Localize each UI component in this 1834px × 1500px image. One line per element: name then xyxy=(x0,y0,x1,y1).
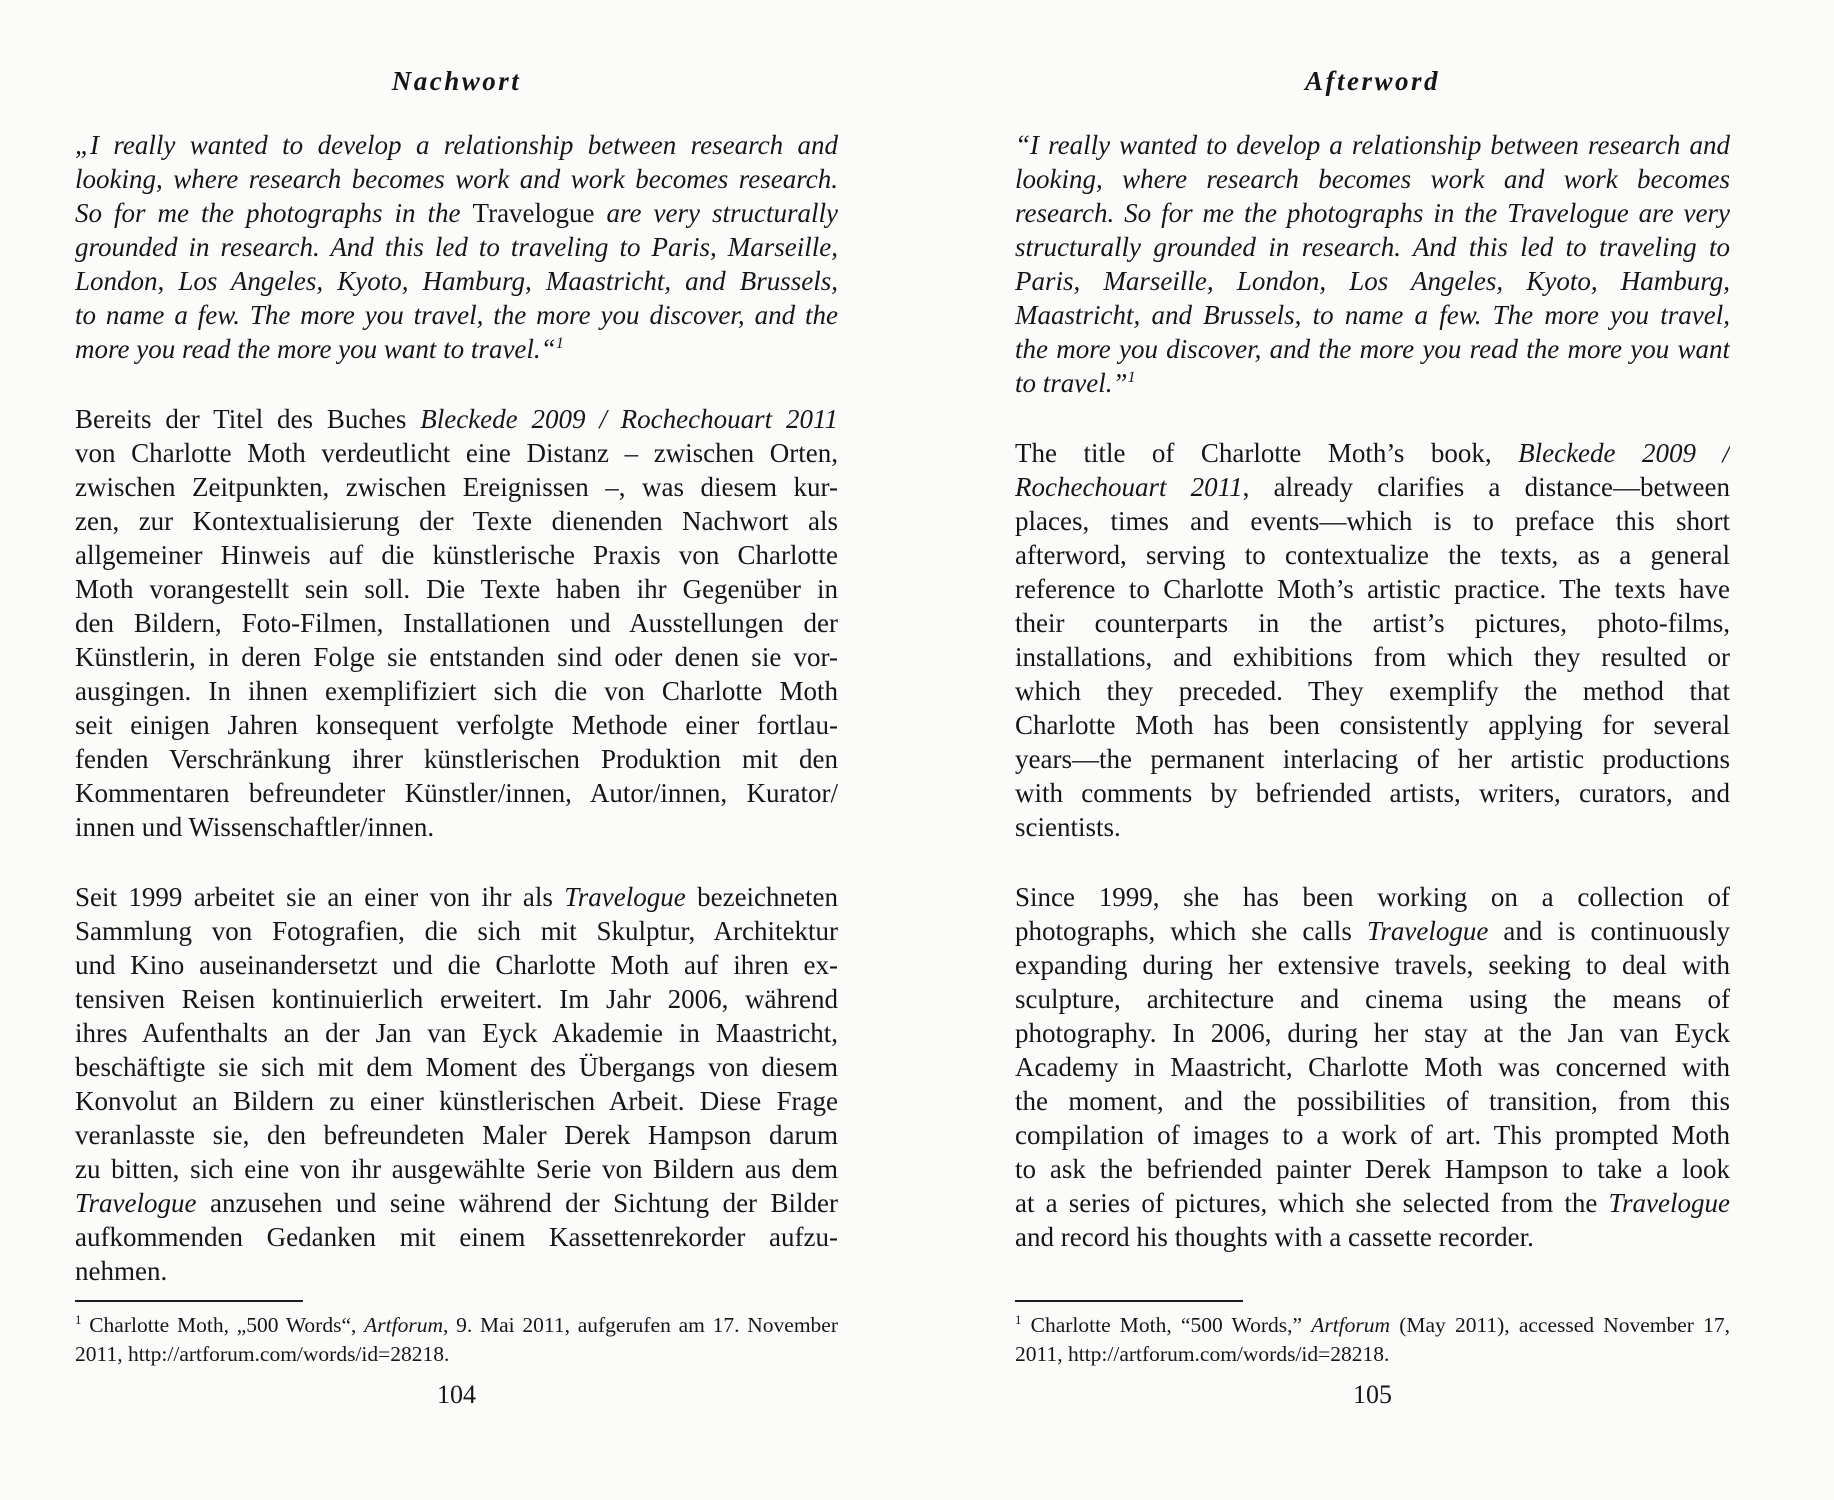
text-segment: to ask the befriended painter Derek Hampson to take a look xyxy=(1015,1154,1730,1184)
text-line xyxy=(1015,948,1730,982)
text-line xyxy=(75,1016,838,1050)
text-segment: which they preceded. They exemplify the method that xyxy=(1015,676,1730,706)
text-segment: Bleckede 2009 / xyxy=(1518,438,1730,468)
footnote-line xyxy=(1015,1311,1730,1340)
text-line xyxy=(75,982,838,1016)
text-line xyxy=(75,776,838,810)
text-segment: zwischen Zeitpunkten, zwischen Ereignissen –, was diesem kur- xyxy=(75,472,838,502)
text-segment: Konvolut an Bildern zu einer künstlerischen Arbeit. Diese Frage xyxy=(75,1086,838,1116)
text-segment: compilation of images to a work of art. This prompted Moth xyxy=(1015,1120,1730,1150)
text-line xyxy=(1015,674,1730,708)
text-segment: their counterparts in the artist’s pictures, photo-films, xyxy=(1015,608,1730,638)
footnote-ref: 1 xyxy=(1015,1312,1022,1327)
text-segment: und Kino auseinandersetzt und die Charlotte Moth auf ihren ex- xyxy=(75,950,838,980)
text-segment: , already clarifies a distance—between xyxy=(1242,472,1730,502)
text-segment: are very structurally xyxy=(594,198,838,228)
text-segment: grounded in research. And this led to traveling to Paris, Marseille, xyxy=(75,232,838,262)
text-segment: Rochechouart 2011 xyxy=(1015,472,1243,502)
text-segment: structurally grounded in research. And this led to traveling to xyxy=(1015,232,1730,262)
text-segment: sculpture, architecture and cinema using the means of xyxy=(1015,984,1730,1014)
footnote-line xyxy=(75,1340,838,1369)
footnote-ref: 1 xyxy=(555,334,564,352)
text-line xyxy=(1015,742,1730,776)
text-line xyxy=(1015,470,1730,504)
text-line xyxy=(1015,606,1730,640)
text-line xyxy=(1015,776,1730,810)
text-line xyxy=(75,436,838,470)
text-segment: Künstlerin, in deren Folge sie entstanden sind oder denen sie vor- xyxy=(75,642,838,672)
text-segment: Moth vorangestellt sein soll. Die Texte haben ihr Gegenüber in xyxy=(75,574,838,604)
text-line xyxy=(75,880,838,914)
text-line xyxy=(1015,1084,1730,1118)
footnote-text xyxy=(1015,1311,1730,1369)
text-line xyxy=(1015,1152,1730,1186)
text-segment: 2011, http://artforum.com/words/id=28218. xyxy=(75,1342,450,1366)
text-line xyxy=(75,914,838,948)
text-line xyxy=(75,298,838,332)
text-segment: to name a few. The more you travel, the more you discover, and the xyxy=(75,300,838,330)
text-line xyxy=(1015,264,1730,298)
text-segment: zen, zur Kontextualisierung der Texte dienenden Nachwort als xyxy=(75,506,838,536)
text-segment: Kommentaren befreundeter Künstler/innen, Autor/innen, Kurator/ xyxy=(75,778,838,808)
left-page-title: Nachwort xyxy=(391,66,522,96)
text-line xyxy=(1015,436,1730,470)
text-segment: Bereits der Titel des Buches xyxy=(75,404,421,434)
footnote-ref: 1 xyxy=(75,1312,82,1327)
paragraph xyxy=(1015,128,1730,400)
footnote-ref: 1 xyxy=(1127,368,1136,386)
text-segment: Charlotte Moth, “500 Words,” xyxy=(1021,1313,1312,1337)
text-segment: Academy in Maastricht, Charlotte Moth was concerned with xyxy=(1015,1052,1730,1082)
page-body xyxy=(1015,128,1730,1254)
text-line xyxy=(75,606,838,640)
text-segment: Seit 1999 arbeitet sie an einer von ihr als xyxy=(75,882,565,912)
text-line xyxy=(1015,230,1730,264)
footnote xyxy=(75,1300,838,1410)
text-line xyxy=(1015,1220,1730,1254)
text-segment: at a series of pictures, which she selected from the xyxy=(1015,1188,1609,1218)
text-segment: more you read the more you want to travel.“ xyxy=(75,334,556,364)
text-segment: the more you discover, and the more you read the more you want xyxy=(1015,334,1730,364)
text-segment: with comments by befriended artists, writers, curators, and xyxy=(1015,778,1730,808)
text-line xyxy=(75,196,838,230)
text-line xyxy=(1015,880,1730,914)
text-segment: 9. Mai 2011, aufgerufen am 17. November xyxy=(448,1313,838,1337)
text-line xyxy=(75,1118,838,1152)
text-line xyxy=(1015,914,1730,948)
text-segment: bezeichneten xyxy=(685,882,838,912)
text-segment: tensiven Reisen kontinuierlich erweitert. Im Jahr 2006, während xyxy=(75,984,838,1014)
text-line xyxy=(75,1050,838,1084)
text-line xyxy=(1015,1050,1730,1084)
text-segment: looking, where research becomes work and work becomes research. xyxy=(75,164,838,194)
text-segment: anzusehen und seine während der Sichtung der Bilder xyxy=(196,1188,838,1218)
text-segment: 2011, http://artforum.com/words/id=28218. xyxy=(1015,1342,1390,1366)
text-segment: Artforum xyxy=(1311,1313,1391,1337)
text-segment: Sammlung von Fotografien, die sich mit Skulptur, Architektur xyxy=(75,916,838,946)
text-segment: allgemeiner Hinweis auf die künstlerische Praxis von Charlotte xyxy=(75,540,838,570)
text-line xyxy=(75,162,838,196)
footnote xyxy=(1015,1300,1730,1410)
text-line xyxy=(75,332,838,366)
text-segment: Travelogue xyxy=(1366,916,1489,946)
text-line xyxy=(75,504,838,538)
page-body xyxy=(75,128,838,1288)
text-segment: places, times and events—which is to preface this short xyxy=(1015,506,1730,536)
text-line xyxy=(1015,572,1730,606)
text-line xyxy=(75,1152,838,1186)
footnote-text xyxy=(75,1311,838,1369)
text-segment: Artforum, xyxy=(364,1313,449,1337)
text-segment: fenden Verschränkung ihrer künstlerischen Produktion mit den xyxy=(75,744,838,774)
text-segment: afterword, serving to contextualize the texts, as a general xyxy=(1015,540,1730,570)
text-line xyxy=(1015,504,1730,538)
text-line xyxy=(1015,708,1730,742)
text-line xyxy=(1015,640,1730,674)
text-segment: beschäftigte sie sich mit dem Moment des Übergangs von diesem xyxy=(75,1052,838,1082)
text-line xyxy=(75,538,838,572)
text-segment: nehmen. xyxy=(75,1256,168,1286)
text-segment: “I really wanted to develop a relationship between research and xyxy=(1015,130,1730,160)
paragraph xyxy=(75,880,838,1288)
text-line xyxy=(1015,810,1730,844)
text-segment: So for me the photographs in the xyxy=(75,198,473,228)
footnote-line xyxy=(1015,1340,1730,1369)
text-segment: Travelogue xyxy=(1608,1188,1730,1218)
text-segment: Maastricht, and Brussels, to name a few. The more you travel, xyxy=(1015,300,1730,330)
text-line xyxy=(75,674,838,708)
paragraph xyxy=(1015,436,1730,844)
text-segment: scientists. xyxy=(1015,812,1121,842)
text-line xyxy=(75,402,838,436)
text-segment: London, Los Angeles, Kyoto, Hamburg, Maastricht, and Brussels, xyxy=(75,266,838,296)
text-segment: photography. In 2006, during her stay at the Jan van Eyck xyxy=(1015,1018,1730,1048)
text-line xyxy=(75,708,838,742)
text-line xyxy=(75,1220,838,1254)
text-segment: ausgingen. In ihnen exemplifiziert sich die von Charlotte Moth xyxy=(75,676,838,706)
text-line xyxy=(75,128,838,162)
text-line xyxy=(75,470,838,504)
text-line xyxy=(75,810,838,844)
text-line xyxy=(75,264,838,298)
text-line xyxy=(75,948,838,982)
left-page xyxy=(75,64,838,1409)
text-segment: zu bitten, sich eine von ihr ausgewählte Serie von Bildern aus dem xyxy=(75,1154,838,1184)
text-line xyxy=(1015,366,1730,400)
footnote-line xyxy=(75,1311,838,1340)
text-segment: Bleckede 2009 / Rochechouart 2011 xyxy=(420,404,838,434)
text-segment: ihres Aufenthalts an der Jan van Eyck Akademie in Maastricht, xyxy=(75,1018,838,1048)
text-line xyxy=(1015,128,1730,162)
text-segment: reference to Charlotte Moth’s artistic practice. The texts have xyxy=(1015,574,1730,604)
text-segment: expanding during her extensive travels, seeking to deal with xyxy=(1015,950,1730,980)
footnote-divider xyxy=(1015,1300,1243,1302)
text-segment: research. So for me the photographs in the Travelogue are very xyxy=(1015,198,1730,228)
text-line xyxy=(75,640,838,674)
text-line xyxy=(1015,982,1730,1016)
text-segment: Travelogue xyxy=(564,882,686,912)
text-segment: to travel.” xyxy=(1015,368,1128,398)
text-line xyxy=(1015,1186,1730,1220)
text-segment: seit einigen Jahren konsequent verfolgte Methode einer fortlau- xyxy=(75,710,838,740)
paragraph xyxy=(1015,880,1730,1254)
text-line xyxy=(1015,162,1730,196)
text-segment: looking, where research becomes work and work becomes xyxy=(1015,164,1730,194)
text-segment: den Bildern, Foto-Filmen, Installationen und Ausstellungen der xyxy=(75,608,838,638)
footnote-divider xyxy=(75,1300,303,1302)
paragraph xyxy=(75,402,838,844)
text-line xyxy=(75,1186,838,1220)
text-line xyxy=(1015,538,1730,572)
text-segment: veranlasste sie, den befreundeten Maler Derek Hampson darum xyxy=(75,1120,838,1150)
text-segment: Paris, Marseille, London, Los Angeles, Kyoto, Hamburg, xyxy=(1015,266,1730,296)
text-line xyxy=(75,742,838,776)
text-segment: (May 2011), accessed November 17, xyxy=(1390,1313,1730,1337)
text-segment: Travelogue xyxy=(75,1188,197,1218)
text-segment: and is continuously xyxy=(1488,916,1730,946)
text-segment: photographs, which she calls xyxy=(1015,916,1367,946)
text-segment: Since 1999, she has been working on a collection of xyxy=(1015,882,1730,912)
text-line xyxy=(75,1084,838,1118)
text-line xyxy=(75,572,838,606)
text-segment: Charlotte Moth has been consistently applying for several xyxy=(1015,710,1730,740)
text-line xyxy=(1015,298,1730,332)
page-number: 105 xyxy=(1353,1380,1392,1409)
text-line xyxy=(1015,1016,1730,1050)
text-segment: installations, and exhibitions from which they resulted or xyxy=(1015,642,1730,672)
text-segment: Travelogue xyxy=(472,198,595,228)
right-page xyxy=(1015,64,1730,1409)
text-segment: The title of Charlotte Moth’s book, xyxy=(1015,438,1519,468)
text-segment: „I really wanted to develop a relationship between research and xyxy=(75,130,838,160)
right-page-title: Afterword xyxy=(1304,66,1440,96)
text-segment: aufkommenden Gedanken mit einem Kassettenrekorder aufzu- xyxy=(75,1222,838,1252)
text-segment: and record his thoughts with a cassette recorder. xyxy=(1015,1222,1534,1252)
text-segment: von Charlotte Moth verdeutlicht eine Distanz – zwischen Orten, xyxy=(75,438,838,468)
paragraph xyxy=(75,128,838,366)
text-line xyxy=(75,230,838,264)
text-line xyxy=(1015,1118,1730,1152)
text-line xyxy=(1015,196,1730,230)
text-segment: innen und Wissenschaftler/innen. xyxy=(75,812,435,842)
text-segment: years—the permanent interlacing of her artistic productions xyxy=(1015,744,1730,774)
text-line xyxy=(1015,332,1730,366)
page-number: 104 xyxy=(437,1380,476,1409)
text-segment: Charlotte Moth, „500 Words“, xyxy=(81,1313,365,1337)
text-segment: the moment, and the possibilities of transition, from this xyxy=(1015,1086,1730,1116)
text-line xyxy=(75,1254,838,1288)
